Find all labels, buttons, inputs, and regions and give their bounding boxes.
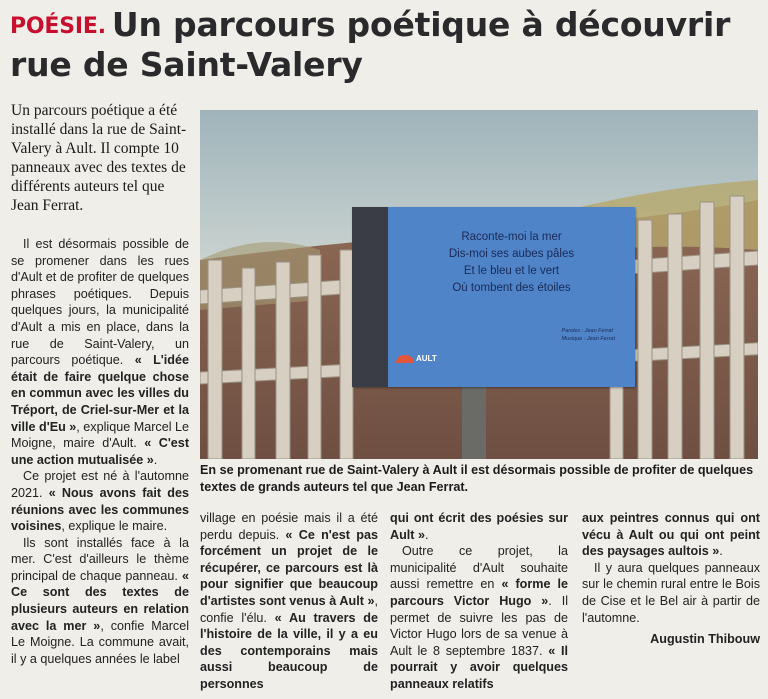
paragraph: qui ont écrit des poésies sur Ault ». xyxy=(390,511,568,542)
article-headline xyxy=(10,6,760,84)
article-chapo: Un parcours poétique a été installé dans la rue de Saint-Valery à Ault. Il compte 10 panneaux avec des textes de différents auteurs tel que Jean Ferrat. xyxy=(11,102,187,214)
paragraph: Il est désormais possible de se promener dans les rues d'Ault et de profiter de quelques phrases poétiques. Depuis quelques jours, la municipalité d'Ault a mis en place, dans la rue de Saint-Valery, un parcours poétique. « L'idée était de faire quelque chose en commun avec les villes du Tréport, de Criel-sur-Mer et la ville d'Eu », explique Marcel Le Moigne, maire d'Ault. « C'est une action mutualisée ». xyxy=(11,237,190,467)
poem-line: Dis-moi ses aubes pâles xyxy=(448,248,575,260)
paragraph: Outre ce projet, la municipalité d'Ault souhaite aussi remettre en « forme le parcours Victor Hugo ». Il permet de suivre les pas de Victor Hugo lors de sa venue à Ault le 8 septembre 1837. « Il pourrait y avoir quelques panneaux relatifs xyxy=(390,544,569,691)
paragraph: Il y aura quelques panneaux sur le chemin rural entre le Bois de Cise et le Bel air à partir de l'automne. xyxy=(582,560,760,625)
paragraph: Ils sont installés face à la mer. C'est d'ailleurs le thème principal de chaque panneau. « Ce sont des textes de plusieurs auteurs en relation avec la mer », confie Marcel Le Moigne. La commune avait, il y a quelques années le label xyxy=(11,535,190,666)
article-title: Un parcours poétique à découvrir rue de Saint-Valery xyxy=(10,5,731,84)
ault-logo-text: AULT xyxy=(416,354,437,363)
poem-line: Où tombent des étoiles xyxy=(452,282,571,294)
article-column-2 xyxy=(200,510,378,693)
poem-line: Raconte-moi la mer xyxy=(461,231,562,243)
paragraph: Ce projet est né à l'automne 2021. « Nous avons fait des réunions avec les communes voisines, explique le maire. xyxy=(11,469,189,534)
article-column-1 xyxy=(11,236,189,667)
poem-credits xyxy=(562,327,616,343)
paragraph: aux peintres connus qui ont vécu à Ault ou qui ont peint des paysages aultois ». xyxy=(582,511,760,559)
paragraph: village en poésie mais il a été perdu depuis. « Ce n'est pas forcément un projet de le récupérer, ce parcours est là pour signifier que beaucoup d'artistes sont venus à Ault », confie l'élu. « Au travers de l'histoire de la ville, il y a eu des contemporains mais aussi beaucoup de personnes xyxy=(200,511,379,691)
article-column-4 xyxy=(582,510,760,648)
ault-logo xyxy=(396,354,437,363)
poem-credit-music: Musique : Jean Ferrat xyxy=(561,336,615,342)
article-kicker: POÉSIE. xyxy=(10,14,106,39)
wave-icon xyxy=(396,355,414,363)
sign-post xyxy=(462,380,486,459)
photo-caption: En se promenant rue de Saint-Valery à Ault il est désormais possible de profiter de quelques textes de grands auteurs tel que Jean Ferrat. xyxy=(200,463,754,494)
article-signature: Augustin Thibouw xyxy=(650,632,760,647)
poem-sign xyxy=(352,207,635,387)
poem-line: Et le bleu et le vert xyxy=(463,265,560,277)
poem-credit-lyrics: Paroles : Jean Ferrat xyxy=(561,328,613,334)
article-column-3 xyxy=(390,510,568,693)
article-photo xyxy=(200,110,758,459)
poem-sign-text xyxy=(388,229,635,297)
